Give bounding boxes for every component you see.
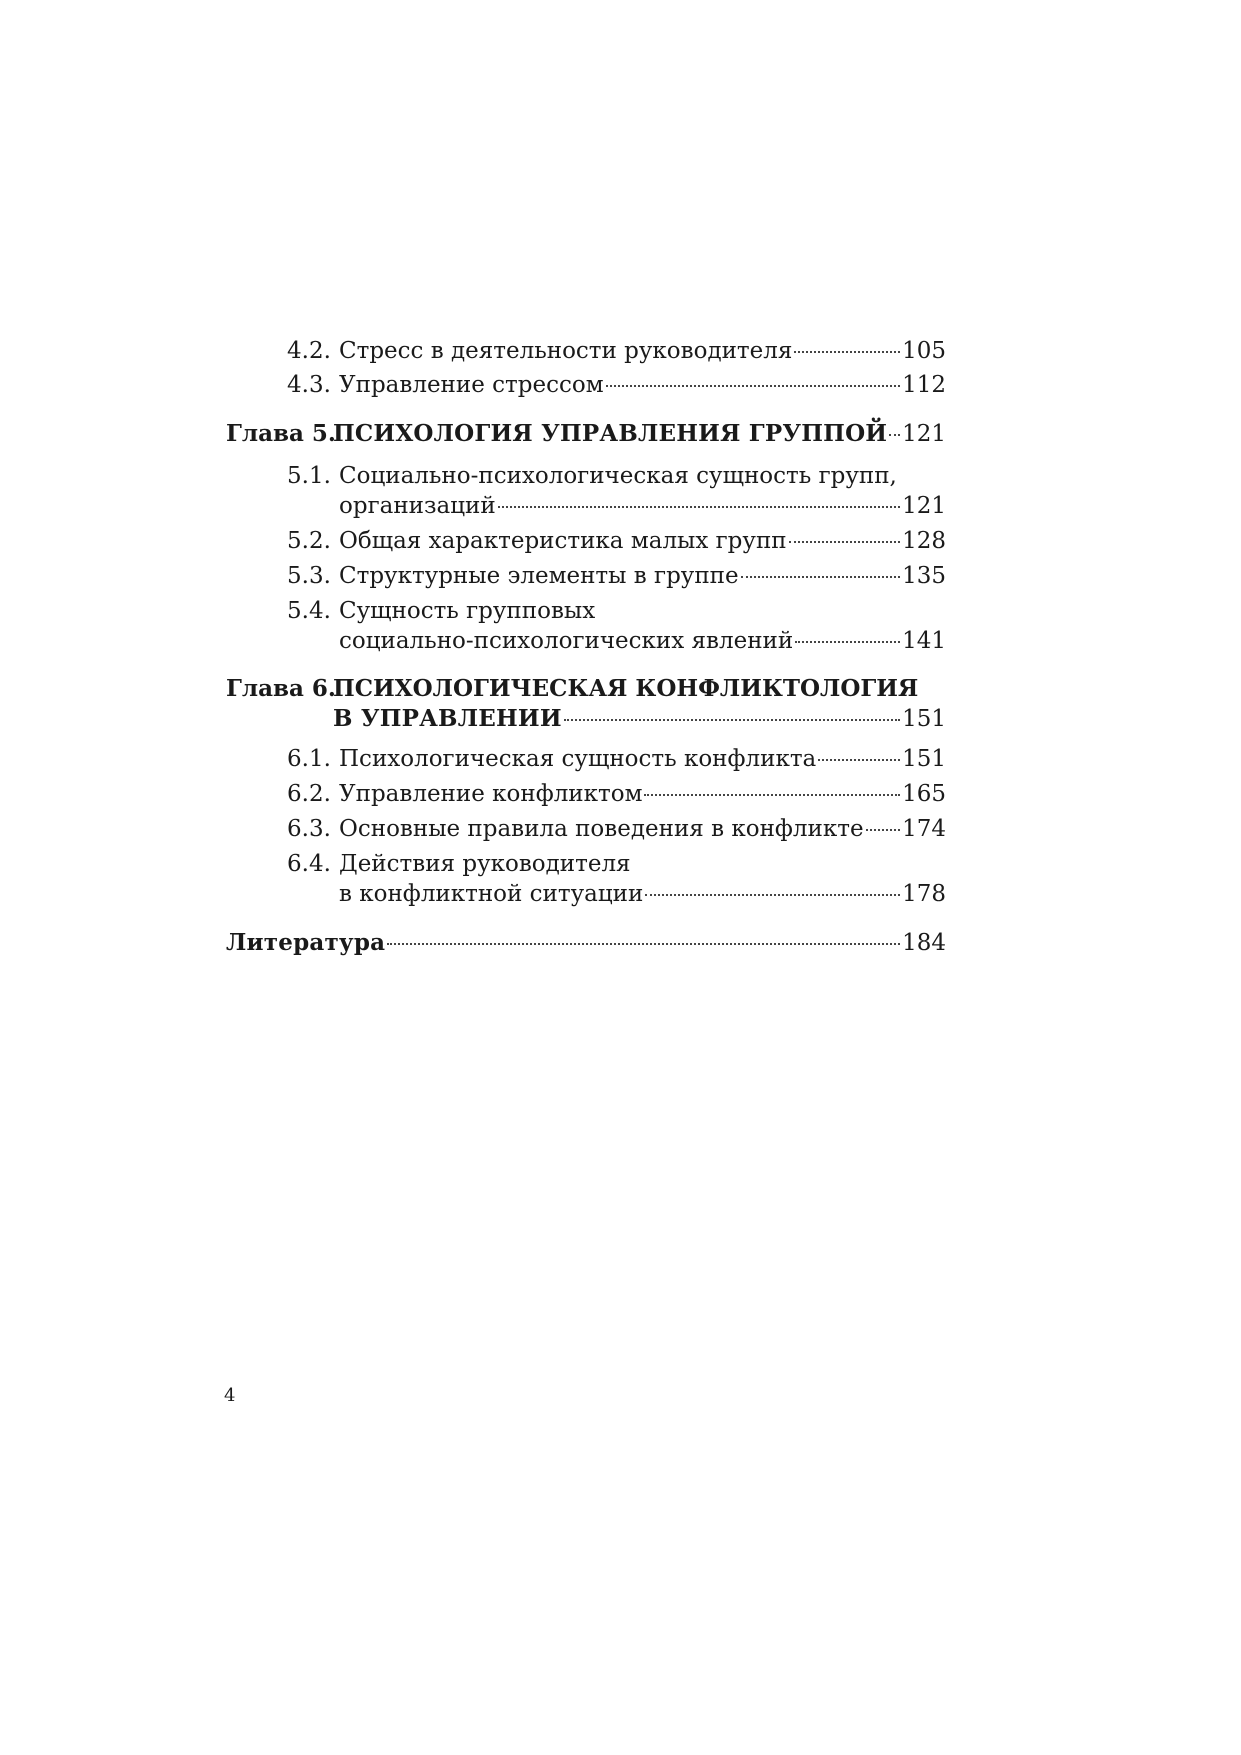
dot-leader	[387, 943, 900, 945]
toc-entry-number: 6.4.	[287, 851, 331, 877]
toc-entry-page: 112	[902, 372, 946, 398]
page-number: 4	[224, 1385, 236, 1406]
toc-entry-title: Стресс в деятельности руководителя	[339, 338, 793, 364]
toc-chapter-number: Глава 5.	[226, 420, 336, 447]
toc-entry-number: 6.2.	[287, 781, 331, 807]
dot-leader	[794, 351, 900, 353]
toc-entry-5-2	[226, 526, 946, 556]
toc-chapter-page: 121	[902, 421, 946, 447]
dot-leader	[645, 894, 900, 896]
dot-leader	[866, 829, 901, 831]
toc-entry-5-3	[226, 561, 946, 591]
toc-entry-page: 141	[902, 628, 946, 654]
toc-entry-number: 5.2.	[287, 528, 331, 554]
toc-literature-title: Литература	[226, 929, 386, 956]
toc-entry-title: социально-психологических явлений	[339, 628, 794, 654]
toc-entry-title: Управление конфликтом	[339, 781, 643, 807]
toc-literature-page: 184	[902, 930, 946, 956]
toc-entry-6-1	[226, 744, 946, 774]
toc-chapter-title: ПСИХОЛОГИЯ УПРАВЛЕНИЯ ГРУППОЙ	[333, 420, 888, 447]
toc-entry-number: 5.4.	[287, 598, 331, 624]
toc-entry-number: 5.1.	[287, 463, 331, 489]
toc-entry-page: 105	[902, 338, 946, 364]
toc-entry-number: 6.3.	[287, 816, 331, 842]
dot-leader	[564, 719, 900, 721]
toc-literature	[226, 928, 946, 958]
dot-leader	[498, 506, 900, 508]
toc-entry-number: 4.3.	[287, 372, 331, 398]
dot-leader	[741, 576, 900, 578]
toc-entry-number: 4.2.	[287, 338, 331, 364]
toc-entry-6-2	[226, 779, 946, 809]
toc-chapter-title: В УПРАВЛЕНИИ	[333, 705, 562, 732]
toc-entry-page: 128	[902, 528, 946, 554]
toc-entry-title-line1: Социально-психологическая сущность групп,	[339, 463, 897, 489]
toc-entry-title: в конфликтной ситуации	[339, 881, 644, 907]
toc-entry-page: 121	[902, 493, 946, 519]
toc-entry-title: Структурные элементы в группе	[339, 563, 739, 589]
toc-chapter-5	[226, 419, 946, 449]
toc-entry-title: Управление стрессом	[339, 372, 604, 398]
toc-entry-page: 174	[902, 816, 946, 842]
toc-chapter-title-line1: ПСИХОЛОГИЧЕСКАЯ КОНФЛИКТОЛОГИЯ	[333, 675, 919, 702]
dot-leader	[644, 794, 900, 796]
toc-entry-5-4	[226, 596, 946, 656]
toc-entry-5-1	[226, 461, 946, 521]
toc-chapter-page: 151	[902, 706, 946, 732]
dot-leader	[606, 385, 901, 387]
dot-leader	[889, 434, 900, 436]
toc-entry-number: 6.1.	[287, 746, 331, 772]
toc-entry-4-3	[226, 370, 946, 400]
toc-entry-title: Основные правила поведения в конфликте	[339, 816, 864, 842]
toc-entry-number: 5.3.	[287, 563, 331, 589]
toc-entry-page: 178	[902, 881, 946, 907]
toc-entry-title: Общая характеристика малых групп	[339, 528, 787, 554]
toc-entry-page: 151	[902, 746, 946, 772]
toc-entry-page: 165	[902, 781, 946, 807]
toc-entry-page: 135	[902, 563, 946, 589]
dot-leader	[795, 641, 900, 643]
toc-entry-title-line1: Сущность групповых	[339, 598, 596, 624]
toc-chapter-6	[226, 674, 946, 734]
dot-leader	[789, 541, 900, 543]
dot-leader	[818, 759, 900, 761]
toc-entry-6-3	[226, 814, 946, 844]
toc-entry-title: организаций	[339, 493, 496, 519]
toc-entry-6-4	[226, 849, 946, 909]
table-of-contents	[226, 336, 946, 958]
toc-entry-title: Психологическая сущность конфликта	[339, 746, 817, 772]
toc-entry-4-2	[226, 336, 946, 366]
toc-chapter-number: Глава 6.	[226, 675, 336, 702]
toc-entry-title-line1: Действия руководителя	[339, 851, 631, 877]
